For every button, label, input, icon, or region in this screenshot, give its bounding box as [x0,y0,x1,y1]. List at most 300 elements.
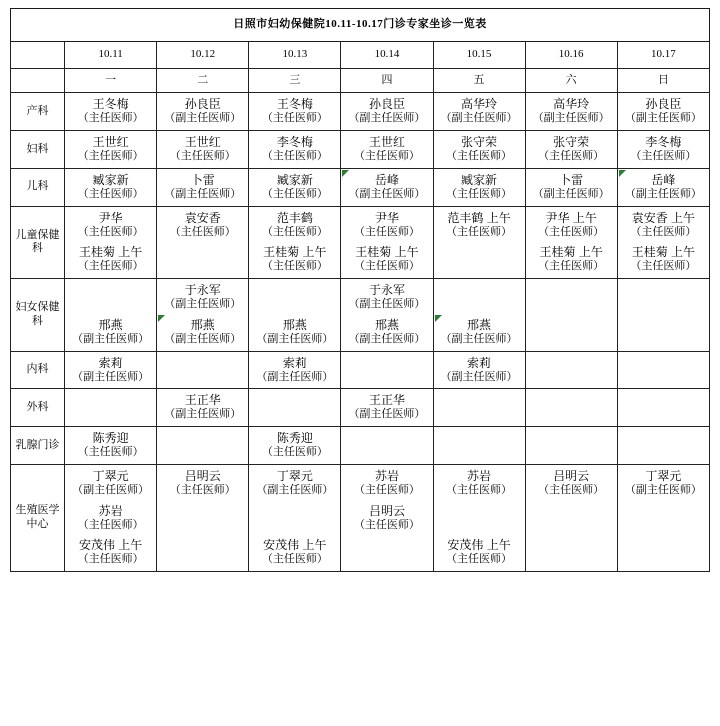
empty-slot [527,363,616,377]
table-row [11,279,710,352]
schedule-cell [157,206,249,279]
doctor-title: （副主任医师） [256,332,334,345]
doctor-name: 孙良臣 [368,97,405,112]
doctor-name: 陈秀迎 [276,431,313,445]
doctor-title: （主任医师） [77,225,144,238]
doctor-title: （副主任医师） [72,370,150,383]
doctor-title [527,298,616,312]
doctor-title: （副主任医师） [164,298,242,310]
date-header-6: 10.16 [525,41,617,68]
schedule-cell [65,464,157,571]
doctor-title [435,519,524,533]
doctor-entry [619,466,708,501]
empty-slot [527,401,616,415]
schedule-cell [157,93,249,131]
doctor-title: （副主任医师） [348,298,426,310]
table-row [11,93,710,131]
doctor-entry [342,535,431,570]
doctor-entry [250,466,339,501]
doctor-name: 张守荣 [461,135,498,149]
schedule-cell [157,131,249,169]
doctor-name: 王世红 [368,135,405,149]
doctor-entry [250,353,339,388]
schedule-table [10,8,710,572]
schedule-cell [249,206,341,279]
doctor-name: 范丰鹤 上午 [447,210,511,225]
doctor-title: （主任医师） [77,553,144,566]
doctor-entry [435,170,524,205]
doctor-title [158,260,247,274]
doctor-title [619,333,708,347]
schedule-cell [65,206,157,279]
schedule-cell [157,168,249,206]
doctor-entry [527,315,616,350]
table-row [11,389,710,427]
doctor-title: （副主任医师） [624,483,702,496]
schedule-cell [617,351,709,389]
doctor-name: 苏岩 [467,468,492,483]
doctor-title: （主任医师） [538,483,605,496]
doctor-entry [250,132,339,167]
doctor-entry [435,501,524,536]
doctor-entry [250,315,339,350]
empty-slot [435,401,524,415]
schedule-cell [65,279,157,352]
table-row [11,464,710,571]
doctor-title [619,298,708,312]
schedule-cell [341,427,433,465]
schedule-cell [249,389,341,427]
doctor-entry [250,208,339,243]
doctor-name: 吕明云 [368,503,405,518]
doctor-name: 高华玲 [553,97,590,112]
doctor-entry [250,280,339,315]
doctor-entry [527,280,616,315]
doctor-title: （主任医师） [353,518,420,531]
doctor-entry [342,315,431,350]
doctor-title [527,553,616,567]
doctor-entry [66,501,155,536]
schedule-cell [617,464,709,571]
title-row [11,9,710,42]
doctor-title: （主任医师） [77,446,144,458]
doctor-title: （副主任医师） [72,332,150,345]
empty-slot [250,401,339,415]
schedule-cell [525,351,617,389]
doctor-title: （主任医师） [446,553,513,566]
date-header-1: 10.11 [65,41,157,68]
schedule-cell [65,351,157,389]
doctor-name [158,504,247,519]
doctor-title: （副主任医师） [348,332,426,345]
schedule-cell [157,427,249,465]
doctor-name: 高华玲 [461,97,498,112]
schedule-cell [433,464,525,571]
doctor-name: 于永军 [184,283,221,297]
date-header-3: 10.13 [249,41,341,68]
doctor-name: 王桂菊 上午 [78,245,143,260]
doctor-entry [527,208,616,243]
weekday-header-4: 四 [341,68,433,93]
schedule-cell [433,131,525,169]
schedule-cell [617,427,709,465]
empty-slot [619,363,708,377]
doctor-entry [527,94,616,129]
schedule-cell [617,131,709,169]
doctor-title: （副主任医师） [256,483,334,496]
date-header-4: 10.14 [341,41,433,68]
doctor-entry [619,315,708,350]
doctor-entry [435,535,524,570]
doctor-title: （副主任医师） [440,112,518,125]
schedule-cell [65,389,157,427]
doctor-name [435,504,524,519]
empty-slot [66,401,155,415]
doctor-name: 袁安香 [184,210,221,225]
doctor-entry [66,170,155,205]
doctor-entry [342,94,431,129]
doctor-name [527,538,616,553]
department-label: 儿童保健科 [11,206,65,279]
doctor-name: 王冬梅 [276,97,313,112]
empty-slot [158,363,247,377]
doctor-entry [66,466,155,501]
doctor-title: （主任医师） [353,150,420,162]
doctor-entry [342,390,431,425]
doctor-entry [158,501,247,536]
doctor-entry [158,535,247,570]
doctor-title: （副主任医师） [348,187,426,200]
doctor-title: （主任医师） [77,518,144,531]
schedule-cell [525,389,617,427]
schedule-cell [341,464,433,571]
doctor-entry [342,280,431,315]
schedule-cell [525,206,617,279]
doctor-title: （副主任医师） [532,187,610,200]
doctor-title [527,333,616,347]
doctor-entry [66,315,155,350]
schedule-cell [617,206,709,279]
doctor-title: （主任医师） [538,150,605,162]
schedule-cell [525,464,617,571]
doctor-title: （主任医师） [446,187,513,200]
doctor-name [66,283,155,298]
empty-slot [342,439,431,453]
doctor-name: 王桂菊 上午 [355,245,419,260]
doctor-entry [66,280,155,315]
doctor-title: （副主任医师） [256,370,334,383]
doctor-entry [66,353,155,388]
schedule-cell [617,168,709,206]
schedule-cell [433,93,525,131]
doctor-title [250,519,339,533]
doctor-entry [435,242,524,277]
doctor-name: 苏岩 [98,503,123,518]
schedule-cell [525,168,617,206]
doctor-name: 王正华 [184,393,221,408]
schedule-cell [433,427,525,465]
doctor-title: （主任医师） [630,150,697,162]
doctor-name [527,283,616,298]
doctor-entry [619,132,708,167]
schedule-cell [249,427,341,465]
doctor-name: 吕明云 [553,468,590,483]
doctor-title: （主任医师） [169,483,236,496]
schedule-cell [157,389,249,427]
doctor-title: （副主任医师） [532,112,610,125]
doctor-title [619,553,708,567]
doctor-entry [158,280,247,315]
doctor-name [435,245,524,260]
schedule-cell [65,427,157,465]
doctor-entry [435,208,524,243]
doctor-entry [619,501,708,536]
doctor-title: （主任医师） [77,112,144,125]
table-row [11,131,710,169]
doctor-name [619,318,708,333]
doctor-title: （主任医师） [353,225,420,238]
doctor-entry [66,535,155,570]
doctor-title: （主任医师） [261,446,328,458]
doctor-entry [342,242,431,277]
date-header-2: 10.12 [157,41,249,68]
doctor-title: （主任医师） [538,260,605,273]
doctor-entry [527,132,616,167]
doctor-entry [342,208,431,243]
doctor-name: 王冬梅 [92,97,129,112]
department-label: 生殖医学中心 [11,464,65,571]
doctor-title: （副主任医师） [72,483,150,496]
schedule-cell [525,427,617,465]
schedule-cell [249,168,341,206]
schedule-cell [433,279,525,352]
doctor-name: 邢燕 [467,317,492,332]
doctor-title: （副主任医师） [440,370,518,383]
doctor-title: （主任医师） [261,553,328,566]
doctor-name: 孙良臣 [645,97,682,112]
doctor-entry [158,132,247,167]
doctor-name: 王桂菊 上午 [631,245,696,260]
doctor-entry [158,94,247,129]
schedule-cell [341,131,433,169]
doctor-name [619,504,708,519]
doctor-name: 卜雷 [190,172,215,187]
doctor-title: （主任医师） [446,483,513,496]
doctor-title: （副主任医师） [164,408,242,421]
doctor-name: 索莉 [467,355,492,370]
doctor-entry [66,242,155,277]
doctor-name: 臧家新 [276,172,313,187]
schedule-cell [433,351,525,389]
weekday-header-row [11,68,710,93]
doctor-entry [158,315,247,350]
doctor-entry [435,94,524,129]
doctor-entry [66,428,155,463]
doctor-name: 臧家新 [461,172,498,187]
table-row [11,351,710,389]
doctor-entry [158,390,247,425]
doctor-title: （主任医师） [630,225,697,238]
doctor-entry [527,501,616,536]
empty-slot [435,439,524,453]
doctor-title: （主任医师） [77,150,144,162]
schedule-cell [249,464,341,571]
schedule-cell [249,93,341,131]
doctor-name: 邢燕 [190,317,215,332]
doctor-entry [250,94,339,129]
schedule-cell [341,351,433,389]
date-header-5: 10.15 [433,41,525,68]
schedule-cell [617,389,709,427]
doctor-name: 尹华 [98,210,123,225]
doctor-name: 李冬梅 [645,135,682,149]
doctor-title: （副主任医师） [164,112,242,125]
doctor-title [158,519,247,533]
doctor-entry [527,170,616,205]
doctor-name: 苏岩 [374,468,399,483]
schedule-cell [433,206,525,279]
doctor-name: 王桂菊 上午 [263,245,327,260]
doctor-name: 丁翠元 [276,468,313,483]
doctor-name: 臧家新 [92,172,129,187]
schedule-cell [433,168,525,206]
doctor-name: 范丰鹤 [276,210,313,225]
schedule-cell [617,93,709,131]
doctor-name: 孙良臣 [184,97,221,112]
doctor-title: （副主任医师） [348,408,426,421]
doctor-title: （副主任医师） [624,112,702,125]
doctor-title: （主任医师） [261,150,328,162]
weekday-header-2: 二 [157,68,249,93]
doctor-name [527,504,616,519]
doctor-name: 索莉 [282,355,307,370]
doctor-title: （副主任医师） [164,187,242,200]
doctor-name [158,245,247,260]
doctor-entry [66,208,155,243]
doctor-title: （主任医师） [169,150,236,162]
doctor-name [619,538,708,553]
doctor-title [66,298,155,312]
doctor-name [435,283,524,298]
doctor-title: （主任医师） [169,225,236,238]
doctor-name: 丁翠元 [645,468,682,483]
doctor-name: 丁翠元 [92,468,129,483]
doctor-name: 卜雷 [559,172,584,187]
doctor-entry [619,280,708,315]
doctor-name: 安茂伟 上午 [78,538,143,553]
department-label: 外科 [11,389,65,427]
doctor-entry [342,501,431,536]
doctor-name: 安茂伟 上午 [447,538,511,553]
schedule-cell [341,389,433,427]
doctor-name: 安茂伟 上午 [263,538,327,553]
doctor-title: （主任医师） [353,483,420,496]
doctor-title: （副主任医师） [624,187,702,200]
table-row [11,168,710,206]
doctor-name: 岳峰 [374,172,399,187]
department-label: 产科 [11,93,65,131]
department-label: 儿科 [11,168,65,206]
doctor-name [342,538,431,553]
doctor-title [158,553,247,567]
doctor-entry [250,535,339,570]
doctor-title: （主任医师） [77,260,144,273]
weekday-header-1: 一 [65,68,157,93]
schedule-cell [249,131,341,169]
doctor-entry [527,242,616,277]
doctor-name: 吕明云 [184,468,221,483]
doctor-name: 尹华 上午 [545,210,597,225]
doctor-entry [158,208,247,243]
schedule-cell [341,206,433,279]
schedule-cell [157,279,249,352]
doctor-name: 王桂菊 上午 [539,245,603,260]
schedule-cell [65,93,157,131]
doctor-name: 张守荣 [553,135,590,149]
doctor-name [250,283,339,298]
doctor-title [435,260,524,274]
doctor-title: （主任医师） [261,112,328,125]
schedule-cell [341,279,433,352]
schedule-cell [341,93,433,131]
empty-slot [619,439,708,453]
department-label: 妇女保健科 [11,279,65,352]
doctor-name: 索莉 [98,355,123,370]
doctor-title: （主任医师） [446,150,513,162]
doctor-entry [435,280,524,315]
schedule-body [11,9,710,572]
doctor-entry [250,501,339,536]
doctor-title: （主任医师） [353,260,420,273]
doctor-title: （主任医师） [261,187,328,200]
doctor-name: 陈秀迎 [92,431,129,445]
doctor-entry [435,315,524,350]
doctor-entry [435,132,524,167]
weekday-header-corner [11,68,65,93]
doctor-title: （主任医师） [261,260,328,273]
empty-slot [158,439,247,453]
empty-slot [342,363,431,377]
doctor-title: （主任医师） [630,260,697,273]
doctor-name: 邢燕 [98,317,123,332]
doctor-name: 尹华 [374,210,399,225]
doctor-name [250,504,339,519]
empty-slot [619,401,708,415]
schedule-cell [341,168,433,206]
doctor-entry [527,535,616,570]
date-header-7: 10.17 [617,41,709,68]
doctor-title: （主任医师） [261,225,328,238]
doctor-entry [342,132,431,167]
doctor-title [250,298,339,312]
doctor-entry [435,353,524,388]
doctor-entry [250,428,339,463]
doctor-title [435,298,524,312]
table-row [11,206,710,279]
doctor-entry [619,94,708,129]
schedule-cell [249,351,341,389]
doctor-name: 王世红 [92,135,129,149]
doctor-entry [158,242,247,277]
doctor-entry [66,132,155,167]
doctor-entry [527,466,616,501]
page-title: 日照市妇幼保健院10.11-10.17门诊专家坐诊一览表 [11,9,710,42]
doctor-name: 李冬梅 [276,135,313,149]
doctor-entry [619,170,708,205]
doctor-title: （副主任医师） [440,332,518,345]
doctor-entry [619,208,708,243]
doctor-name: 邢燕 [282,317,307,332]
